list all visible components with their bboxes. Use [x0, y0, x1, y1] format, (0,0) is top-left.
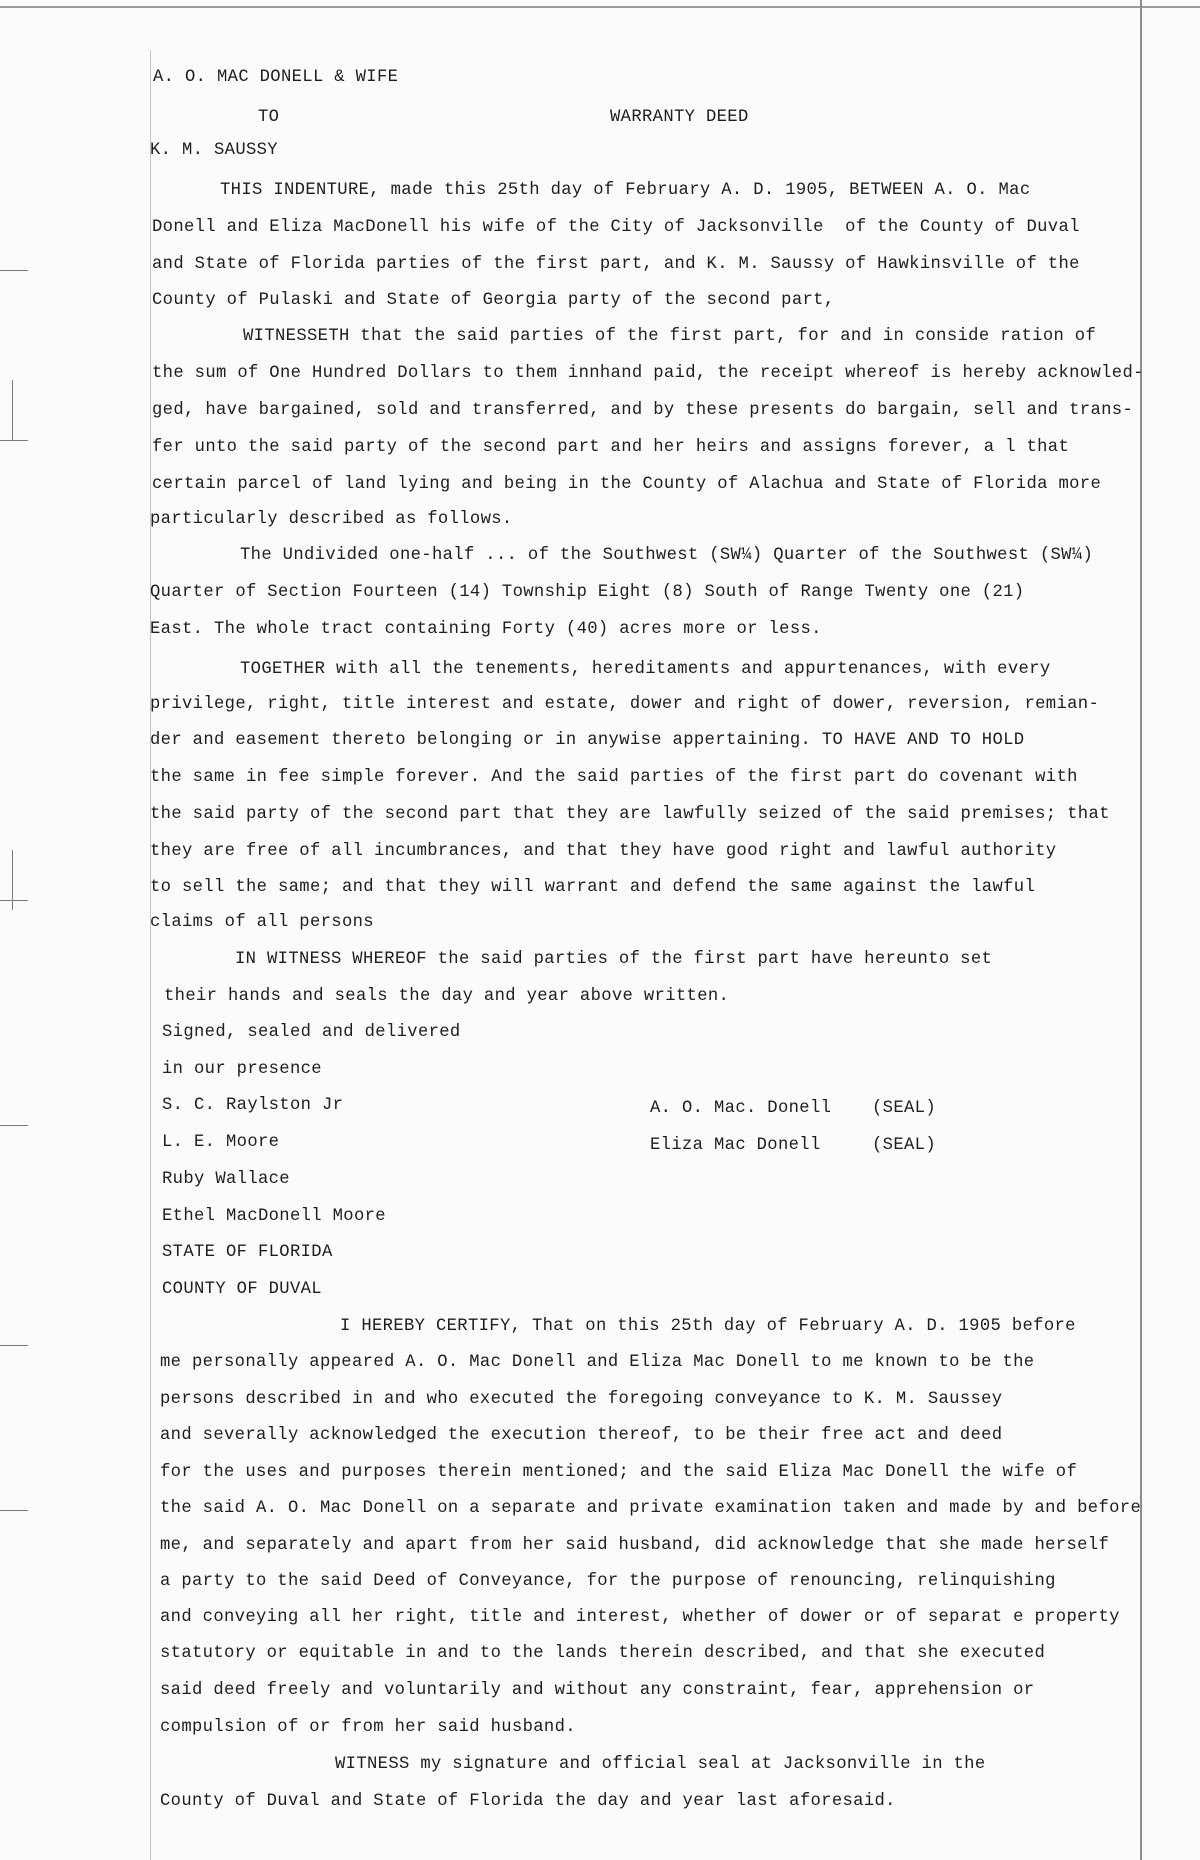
- property-description-line: The Undivided one-half ... of the Southwest (SW¼) Quarter of the Southwest (SW¼): [240, 546, 1094, 565]
- certificate-line: me personally appeared A. O. Mac Donell and Eliza Mac Donell to me known to be the: [160, 1353, 1035, 1372]
- body-line: County of Pulaski and State of Georgia party of the second part,: [152, 291, 835, 310]
- property-description-line: East. The whole tract containing Forty (40) acres more or less.: [150, 620, 822, 639]
- body-line: particularly described as follows.: [150, 510, 513, 529]
- certificate-line: I HEREBY CERTIFY, That on this 25th day of February A. D. 1905 before: [340, 1317, 1076, 1336]
- seal-label: (SEAL): [872, 1136, 936, 1155]
- certificate-line: said deed freely and voluntarily and without any constraint, fear, apprehension or: [160, 1681, 1035, 1700]
- certificate-line: compulsion of or from her said husband.: [160, 1718, 576, 1737]
- certificate-line: for the uses and purposes therein mentioned; and the said Eliza Mac Donell the wife of: [160, 1463, 1078, 1482]
- certificate-line: statutory or equitable in and to the lands therein described, and that she executed: [160, 1644, 1046, 1663]
- margin-tick: [0, 900, 28, 901]
- body-line: the said party of the second part that they are lawfully seized of the said premises; that: [150, 805, 1110, 824]
- certificate-line: a party to the said Deed of Conveyance, for the purpose of renouncing, relinquishing: [160, 1572, 1056, 1591]
- property-description-line: Quarter of Section Fourteen (14) Township Eight (8) South of Range Twenty one (21): [150, 583, 1025, 602]
- grantor-heading: A. O. MAC DONELL & WIFE: [153, 68, 399, 87]
- venue-state: STATE OF FLORIDA: [162, 1243, 333, 1262]
- grantee-heading: K. M. SAUSSY: [150, 141, 278, 160]
- to-heading: TO: [258, 108, 280, 127]
- scan-left-margin-line: [150, 50, 151, 1860]
- body-line: claims of all persons: [150, 913, 374, 932]
- body-line: ged, have bargained, sold and transferred, and by these presents do bargain, sell and trans-: [152, 401, 1134, 420]
- scan-top-edge: [0, 6, 1200, 8]
- witness-name: Ruby Wallace: [162, 1170, 290, 1189]
- body-line: the sum of One Hundred Dollars to them innhand paid, the receipt whereof is hereby acknowled-: [152, 364, 1144, 383]
- certificate-line: and conveying all her right, title and interest, whether of dower or of separat e property: [160, 1608, 1120, 1627]
- body-line: privilege, right, title interest and estate, dower and right of dower, reversion, remian-: [150, 695, 1100, 714]
- signed-sealed-label: Signed, sealed and delivered: [162, 1023, 461, 1042]
- certificate-line: me, and separately and apart from her said husband, did acknowledge that she made herself: [160, 1536, 1110, 1555]
- witness-name: L. E. Moore: [162, 1133, 280, 1152]
- venue-county: COUNTY OF DUVAL: [162, 1280, 322, 1299]
- seal-label: (SEAL): [872, 1099, 936, 1118]
- body-line: WITNESSETH that the said parties of the first part, for and in conside ration of: [243, 327, 1097, 346]
- testimonium-line: their hands and seals the day and year above written.: [164, 987, 730, 1006]
- certificate-line: WITNESS my signature and official seal at Jacksonville in the: [335, 1755, 986, 1774]
- margin-tick: [12, 850, 13, 910]
- certificate-line: County of Duval and State of Florida the day and year last aforesaid.: [160, 1792, 896, 1811]
- margin-tick: [0, 440, 28, 441]
- witness-name: Ethel MacDonell Moore: [162, 1207, 386, 1226]
- scan-right-edge: [1140, 0, 1142, 1860]
- body-line: fer unto the said party of the second part and her heirs and assigns forever, a l that: [152, 438, 1070, 457]
- testimonium-line: IN WITNESS WHEREOF the said parties of the first part have hereunto set: [235, 950, 993, 969]
- body-line: TOGETHER with all the tenements, hereditaments and appurtenances, with every: [240, 660, 1051, 679]
- margin-tick: [12, 380, 13, 440]
- body-line: Donell and Eliza MacDonell his wife of the City of Jacksonville of the County of Duval: [152, 218, 1080, 237]
- margin-tick: [0, 1345, 28, 1346]
- document-title: WARRANTY DEED: [610, 108, 749, 127]
- body-line: to sell the same; and that they will warrant and defend the same against the lawful: [150, 878, 1036, 897]
- witness-name: S. C. Raylston Jr: [162, 1096, 344, 1115]
- presence-label: in our presence: [162, 1060, 322, 1079]
- certificate-line: and severally acknowledged the execution thereof, to be their free act and deed: [160, 1426, 1003, 1445]
- certificate-line: the said A. O. Mac Donell on a separate and private examination taken and made by and before: [160, 1499, 1142, 1518]
- certificate-line: persons described in and who executed the foregoing conveyance to K. M. Saussey: [160, 1390, 1003, 1409]
- margin-tick: [0, 1125, 28, 1126]
- body-line: they are free of all incumbrances, and that they have good right and lawful authority: [150, 842, 1057, 861]
- margin-tick: [0, 1510, 28, 1511]
- grantor-signature: Eliza Mac Donell: [650, 1136, 821, 1155]
- body-line: certain parcel of land lying and being in the County of Alachua and State of Florida more: [152, 475, 1102, 494]
- body-line: THIS INDENTURE, made this 25th day of February A. D. 1905, BETWEEN A. O. Mac: [220, 181, 1031, 200]
- body-line: and State of Florida parties of the first part, and K. M. Saussy of Hawkinsville of the: [152, 255, 1080, 274]
- grantor-signature: A. O. Mac. Donell: [650, 1099, 832, 1118]
- body-line: the same in fee simple forever. And the said parties of the first part do covenant with: [150, 768, 1078, 787]
- margin-tick: [0, 270, 28, 271]
- body-line: der and easement thereto belonging or in anywise appertaining. TO HAVE AND TO HOLD: [150, 731, 1025, 750]
